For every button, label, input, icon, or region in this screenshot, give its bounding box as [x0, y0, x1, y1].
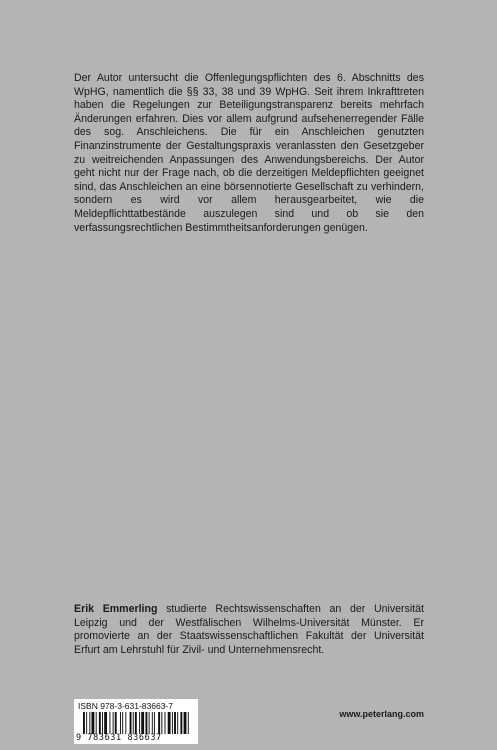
barcode-digits: 9 783631 836637 [76, 733, 162, 743]
author-bio-text: studierte Rechtswissenschaften an der Universität Leipzig und der Westfälischen Wilhelms-Universität Münster. Er promovierte an der Staatswissenschaftlichen Fakultät der Universität Erfurt am Lehrstuhl für Zivil- und Unternehmensrecht. [74, 603, 424, 656]
publisher-website-link[interactable]: www.peterlang.com [339, 709, 424, 719]
barcode-icon [83, 712, 191, 734]
author-name: Erik Emmerling [74, 603, 158, 615]
book-blurb: Der Autor untersucht die Offenlegungspflichten des 6. Abschnitts des WpHG, namentlich die §§ 33, 38 und 39 WpHG. Seit ihrem Inkrafttreten haben die Regelungen zur Beteiligungstransparenz bereits mehrfach Änderungen erfahren. Dies vor allem aufgrund aufsehenerregender Fälle des sog. Anschleichens. Die für ein Anschleichen genutzten Finanzinstrumente der Gestaltungspraxis veranlassten den Gesetzgeber zu weitreichenden Anpassungen des Anwendungsbereichs. Der Autor geht nicht nur der Frage nach, ob die derzeitigen Meldepflichten geeignet sind, das Anschleichen an eine börsennotierte Gesellschaft zu verhindern, sondern es wird vor allem herausgearbeitet, wie die Meldepflichttatbestände auszulegen sind und ob sie den verfassungsrechtlichen Bestimmtheitsanforderungen genügen. [74, 72, 424, 234]
author-bio [74, 603, 424, 657]
isbn-label: ISBN 978-3-631-83663-7 [78, 701, 173, 711]
isbn-barcode-block [74, 699, 198, 744]
